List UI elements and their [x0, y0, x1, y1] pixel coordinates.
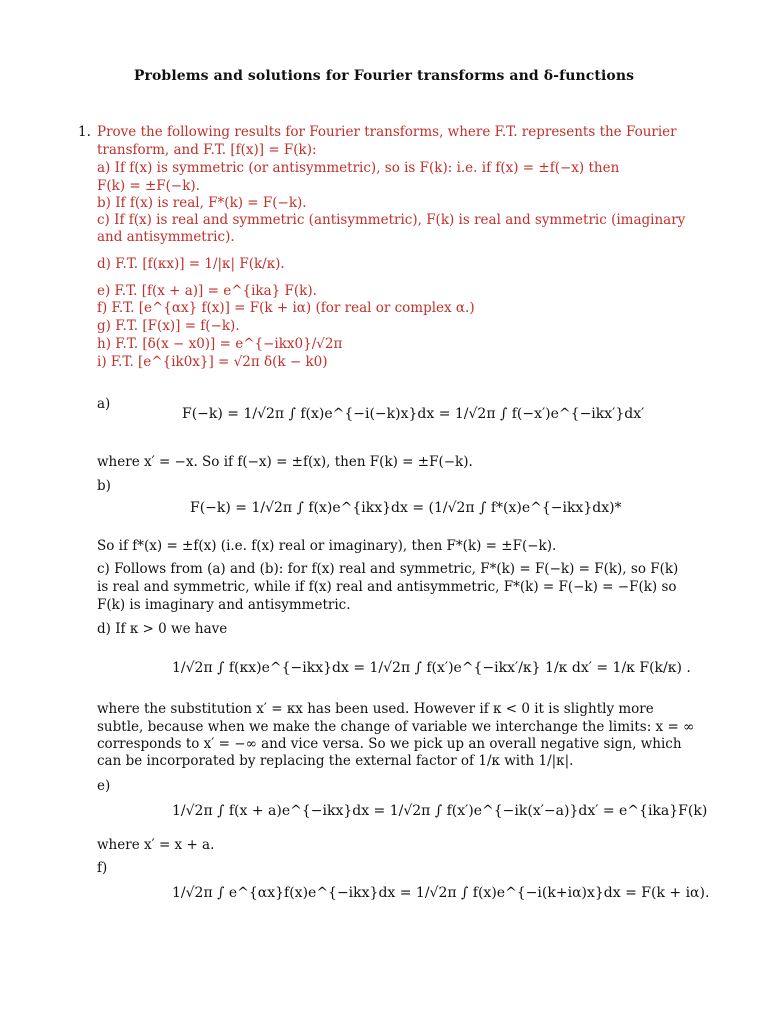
solution-b-text: So if f*(x) = ±f(x) (i.e. f(x) real or imaginary), then F*(k) = ±F(−k).	[97, 538, 557, 554]
statement-line: g) F.T. [F(x)] = f(−k).	[97, 318, 240, 334]
page-title: Problems and solutions for Fourier transforms and δ-functions	[133, 68, 635, 84]
solution-a-text: where x′ = −x. So if f(−x) = ±f(x), then F(k) = ±F(−k).	[97, 454, 473, 470]
label-f: f)	[97, 860, 108, 876]
statement-line: e) F.T. [f(x + a)] = e^{ika} F(k).	[97, 283, 317, 299]
solution-c-line: is real and symmetric, while if f(x) real and antisymmetric, F*(k) = F(−k) = −F(k) so	[97, 579, 677, 595]
label-e: e)	[97, 778, 111, 794]
solution-c-line: F(k) is imaginary and antisymmetric.	[97, 597, 351, 613]
solution-c-line: c) Follows from (a) and (b): for f(x) real and symmetric, F*(k) = F(−k) = F(k), so F(k)	[97, 561, 679, 577]
solution-d-intro: d) If κ > 0 we have	[97, 621, 228, 637]
equation-f: 1/√2π ∫ e^{αx}f(x)e^{−ikx}dx = 1/√2π ∫ f(x)e^{−i(k+iα)x}dx = F(k + iα).	[172, 885, 710, 901]
statement-line: c) If f(x) is real and symmetric (antisymmetric), F(k) is real and symmetric (imaginary	[97, 212, 686, 228]
statement-line: transform, and F.T. [f(x)] = F(k):	[97, 142, 317, 158]
statement-line: h) F.T. [δ(x − x0)] = e^{−ikx0}/√2π	[97, 336, 343, 352]
label-b: b)	[97, 478, 111, 494]
equation-d: 1/√2π ∫ f(κx)e^{−ikx}dx = 1/√2π ∫ f(x′)e^{−ikx′/κ} 1/κ dx′ = 1/κ F(k/κ) .	[172, 660, 691, 676]
statement-line: F(k) = ±F(−k).	[97, 178, 200, 194]
statement-line: Prove the following results for Fourier transforms, where F.T. represents the Fourier	[97, 124, 677, 140]
statement-line: b) If f(x) is real, F*(k) = F(−k).	[97, 195, 307, 211]
statement-line: and antisymmetric).	[97, 229, 235, 245]
problem-number: 1.	[78, 124, 91, 140]
solution-d-line: subtle, because when we make the change of variable we interchange the limits: x = ∞	[97, 719, 695, 735]
solution-e-text: where x′ = x + a.	[97, 837, 215, 853]
equation-e: 1/√2π ∫ f(x + a)e^{−ikx}dx = 1/√2π ∫ f(x′)e^{−ik(x′−a)}dx′ = e^{ika}F(k)	[172, 803, 708, 819]
statement-line: a) If f(x) is symmetric (or antisymmetric), so is F(k): i.e. if f(x) = ±f(−x) then	[97, 160, 620, 176]
solution-d-line: can be incorporated by replacing the external factor of 1/κ with 1/|κ|.	[97, 753, 574, 769]
solution-d-line: where the substitution x′ = κx has been used. However if κ < 0 it is slightly more	[97, 701, 654, 717]
statement-line: f) F.T. [e^{αx} f(x)] = F(k + iα) (for real or complex α.)	[97, 300, 475, 316]
statement-line: i) F.T. [e^{ik0x}] = √2π δ(k − k0)	[97, 354, 328, 370]
solution-d-line: corresponds to x′ = −∞ and vice versa. So we pick up an overall negative sign, which	[97, 736, 682, 752]
equation-b: F(−k) = 1/√2π ∫ f(x)e^{ikx}dx = (1/√2π ∫ f*(x)e^{−ikx}dx)*	[190, 500, 622, 516]
label-a: a)	[97, 396, 111, 412]
equation-a: F(−k) = 1/√2π ∫ f(x)e^{−i(−k)x}dx = 1/√2π ∫ f(−x′)e^{−ikx′}dx′	[182, 406, 645, 422]
statement-line: d) F.T. [f(κx)] = 1/|κ| F(k/κ).	[97, 256, 285, 272]
